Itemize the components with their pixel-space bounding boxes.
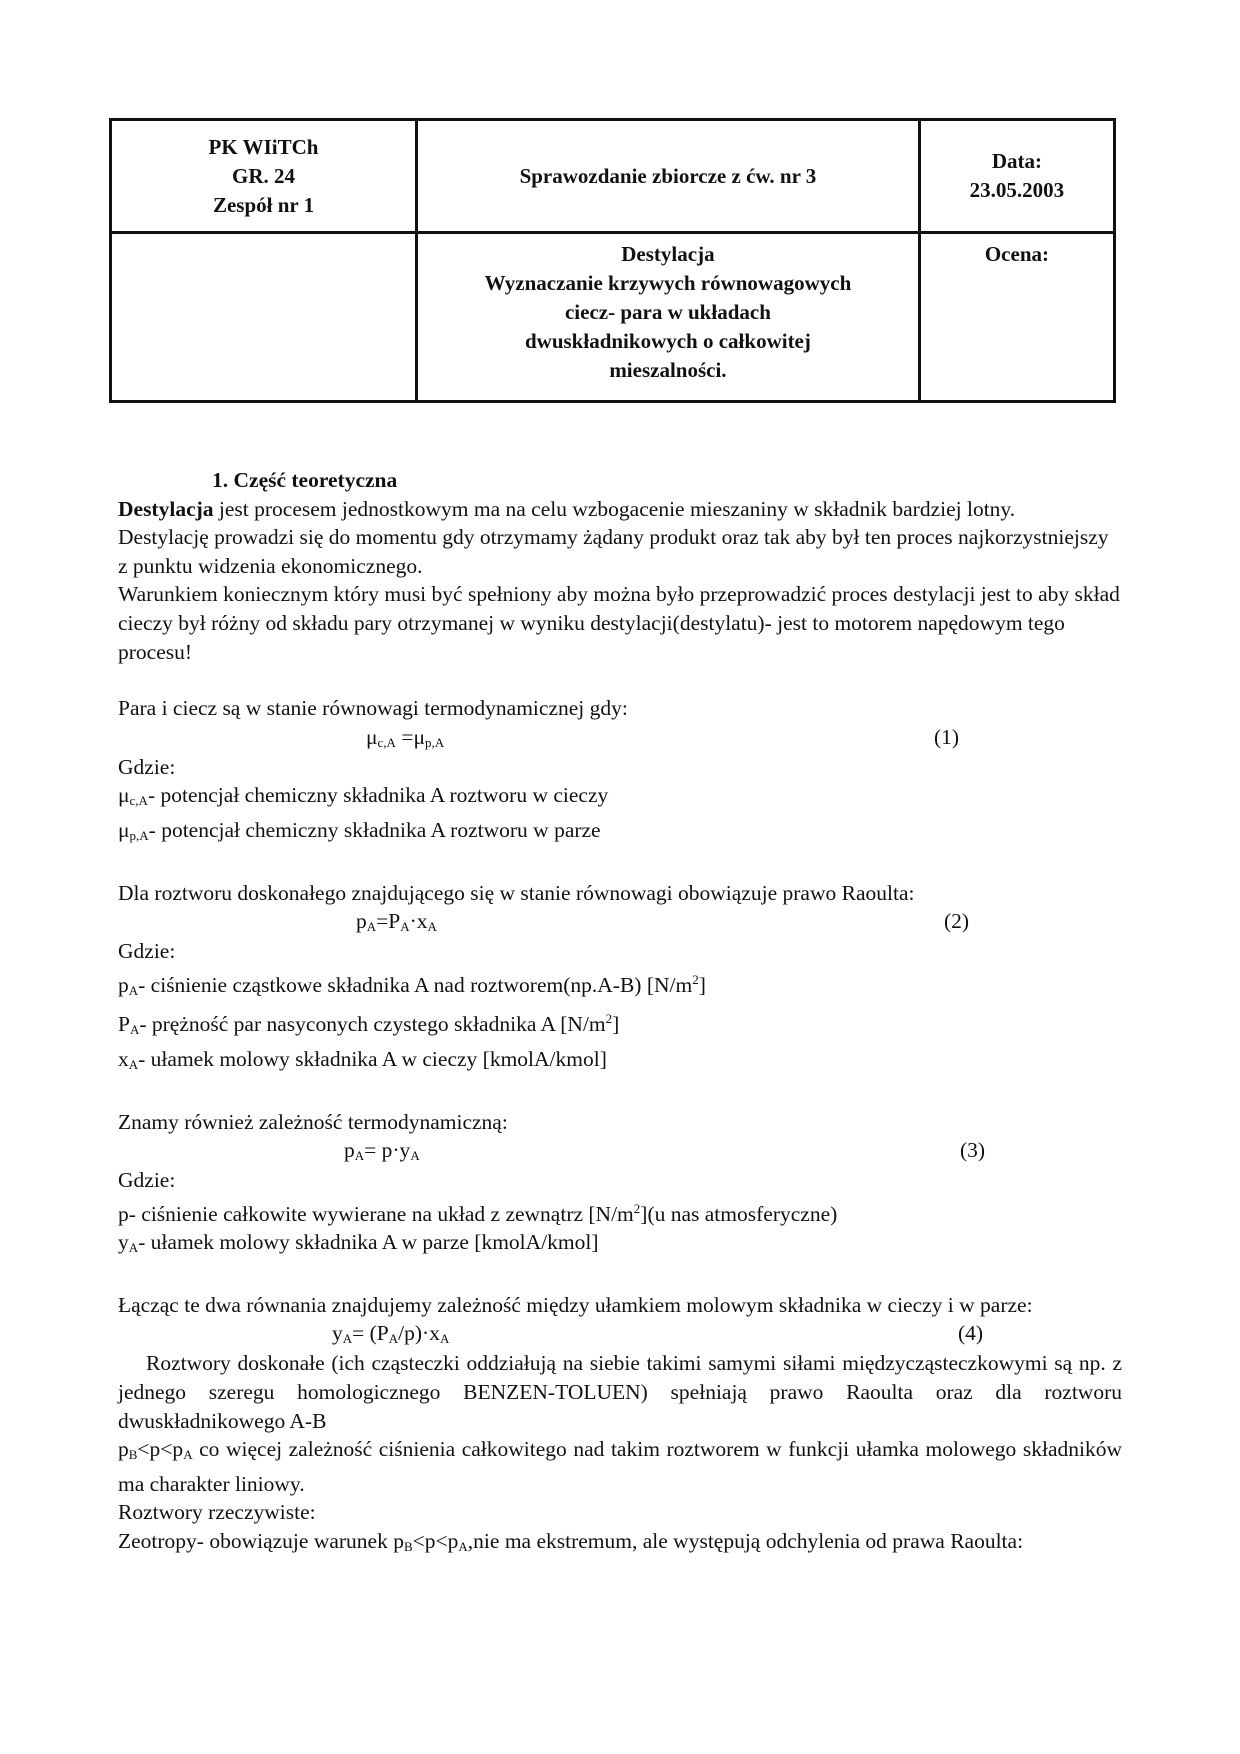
subject-line-2: Wyznaczanie krzywych równowagowych: [484, 271, 852, 295]
gdzie-label: Gdzie:: [118, 1168, 176, 1193]
equation-1: [118, 723, 1122, 753]
paragraph-6: Znamy również zależność termodynamiczną:: [118, 1109, 508, 1134]
definition-p: p- ciśnienie całkowite wywierane na układ z zewnątrz $[N/m^2](u$ nas atmosferyczne): [118, 1200, 838, 1226]
subject-line-3: ciecz- para w układach: [564, 300, 771, 324]
date-value: 23.05.2003: [969, 178, 1065, 202]
equation-3-formula: $p_A= p\cdot y_A$: [344, 1138, 420, 1164]
equation-3-number: (3): [960, 1138, 986, 1163]
paragraph-4: Para i ciecz są w stanie równowagi termodynamicznej gdy:: [118, 696, 628, 721]
paragraph-intro: [118, 495, 1122, 524]
subject-line-4: dwuskładnikowych o całkowitej: [524, 329, 811, 353]
gdzie-label: Gdzie:: [118, 754, 176, 779]
document-body: [118, 466, 1122, 1562]
paragraph-9: $p_B<p<p_A$ co więcej zależność ciśnienia całkowitego nad takim roztworem w funkcji ułamka molowego składników ma charakter liniowy.: [118, 1437, 1122, 1496]
paragraph-5: Dla roztworu doskonałego znajdującego się w stanie równowagi obowiązuje prawo Raoulta:: [118, 880, 915, 905]
definition-yA: $y_A-$ ułamek molowy składnika A w parze [kmolA/kmol]: [118, 1230, 599, 1256]
equation-1-formula: $\mu_{c,A} =\mu_{p,A}$: [366, 724, 445, 750]
equation-1-number: (1): [934, 724, 960, 749]
equation-3: [118, 1136, 1122, 1166]
grade-label: Ocena:: [919, 233, 1114, 402]
gdzie-label: Gdzie:: [118, 939, 176, 964]
header-date-cell: [919, 120, 1114, 233]
equation-2: [118, 907, 1122, 937]
org-name: PK WIiTCh: [208, 134, 319, 159]
paragraph-2: Destylację prowadzi się do momentu gdy otrzymamy żądany produkt oraz tak aby był ten proces najkorzystniejszy z punktu widzenia ekonomicznego.: [118, 525, 1109, 578]
group-number: GR. 24: [232, 163, 295, 188]
paragraph-10: Roztwory rzeczywiste:: [118, 1500, 316, 1525]
paragraph-7: Łącząc te dwa równania znajdujemy zależność między ułamkiem molowym składnika w cieczy i w parze:: [118, 1292, 1033, 1317]
equation-2-number: (2): [944, 909, 970, 934]
equation-2-formula: $p_A=P_A\cdot x_A$: [356, 909, 437, 935]
paragraph-3: Warunkiem koniecznym który musi być spełniony aby można było przeprowadzić proces destylacji jest to aby skład cieczy był różny od składu pary otrzymanej w wyniku destylacji(destylatu)- jest to motorem napędowym tego procesu!: [118, 582, 1120, 664]
definition-xA: $x_A-$ ułamek molowy składnika A w cieczy [kmolA/kmol]: [118, 1046, 607, 1072]
definition-PA: $P_A-$ prężność par nasyconych czystego składnika A $[N/m^2]$: [118, 1011, 620, 1038]
empty-cell: [111, 233, 417, 402]
date-label: Data:: [991, 149, 1042, 173]
intro-text: jest procesem jednostkowym ma na celu wzbogacenie mieszaniny w składnik bardziej lotny.: [213, 496, 1016, 521]
subject-line-1: Destylacja: [621, 242, 715, 266]
definition-mu-p: $\mu_{p,A}-$ potencjał chemiczny składnika A roztworu w parze: [118, 817, 601, 843]
subject-line-5: mieszalności.: [609, 358, 727, 382]
equation-4-number: (4): [958, 1321, 984, 1346]
definition-mu-c: $\mu_{c,A}-$ potencjał chemiczny składnika A roztworu w cieczy: [118, 783, 609, 809]
report-title: Sprawozdanie zbiorcze z ćw. nr 3: [417, 120, 920, 233]
term-destylacja: Destylacja: [118, 496, 214, 521]
equation-4-formula: $y_A= (P_A/p)\cdot x_A$: [332, 1321, 450, 1347]
header-org-cell: [111, 120, 417, 233]
equation-4: [118, 1319, 1122, 1349]
paragraph-11: Zeotropy- obowiązuje warunek $p_B<p<p_A,nie$ ma ekstremum, ale występują odchylenia od prawa Raoulta:: [118, 1529, 1024, 1555]
team-number: Zespół nr 1: [212, 192, 315, 217]
section-heading: 1. Część teoretyczna: [212, 468, 398, 492]
definition-pA: $p_A-$ ciśnienie cząstkowe składnika A nad roztworem(np.A-B) $[N/m^2]$: [118, 971, 706, 998]
header-table: [109, 118, 1116, 403]
subject-cell: [417, 233, 920, 402]
paragraph-8: Roztwory doskonałe (ich cząsteczki oddziałują na siebie takimi samymi siłami międzycząsteczkowymi są np. z jednego szeregu homologicznego BENZEN-TOLUEN) spełniają prawo Raoulta oraz dla roztworu dwuskładnikowego A-B: [118, 1351, 1122, 1433]
